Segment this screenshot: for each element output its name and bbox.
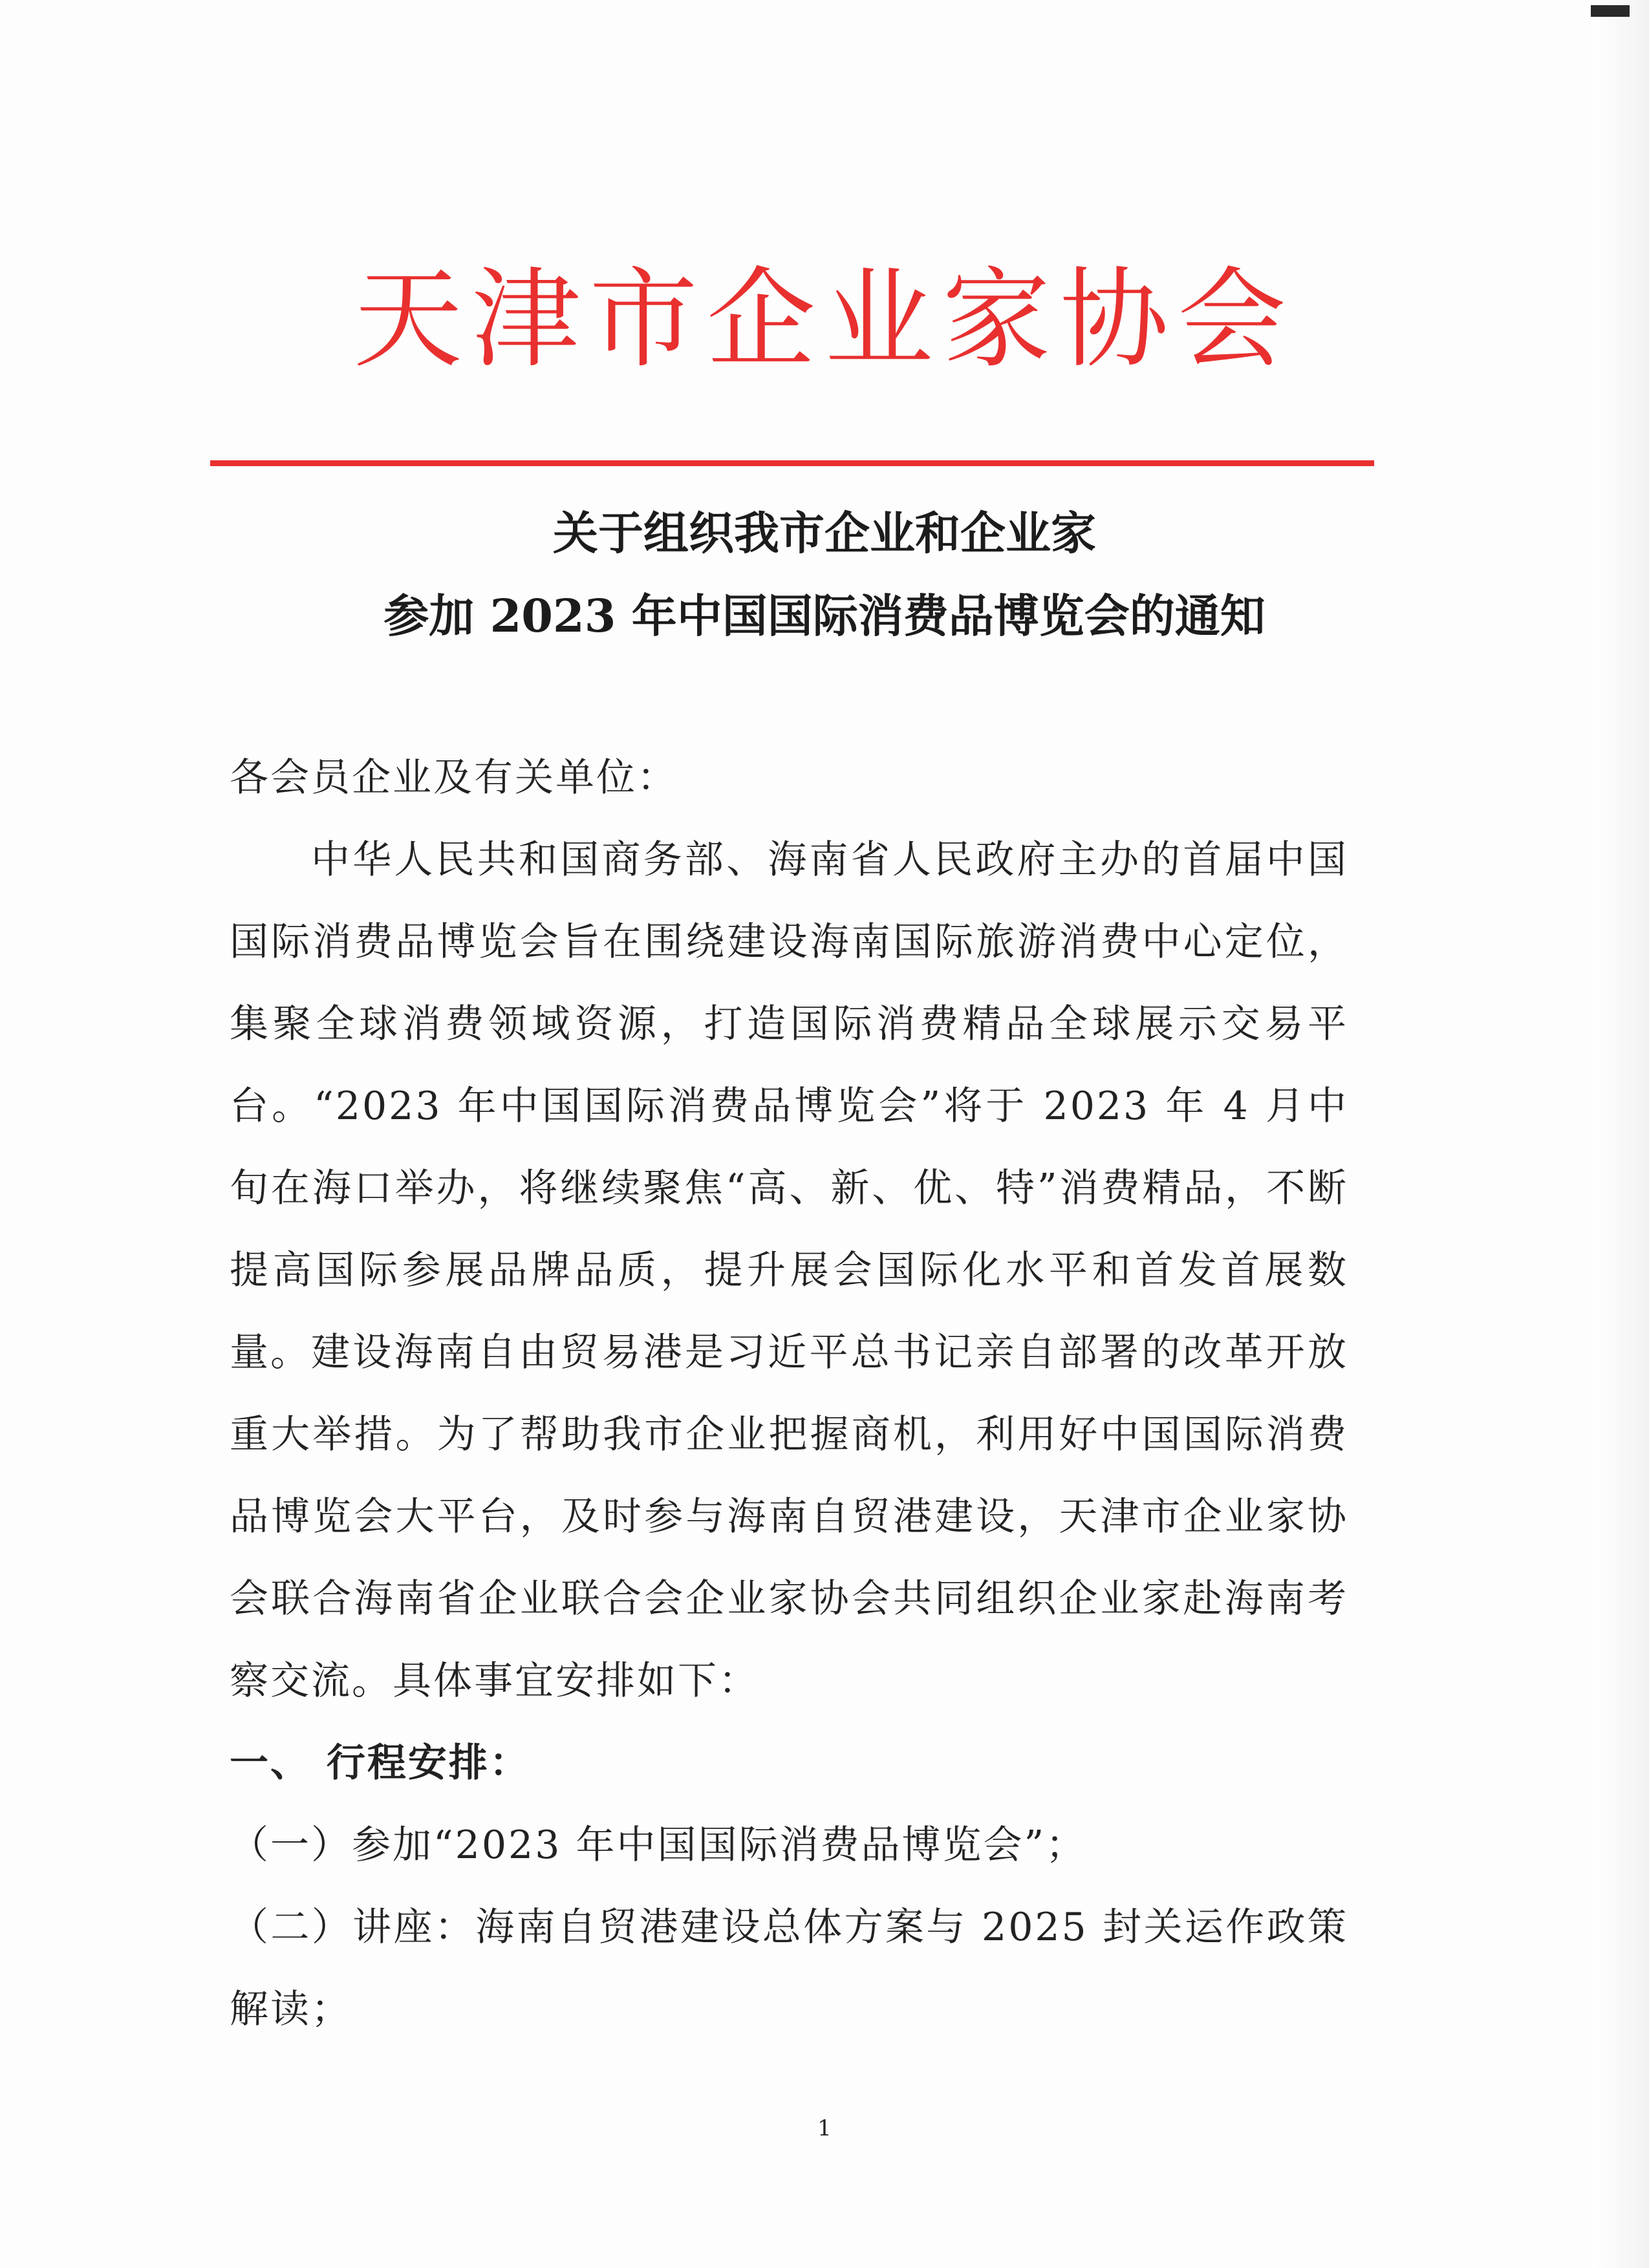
salutation: 各会员企业及有关单位： <box>230 755 678 800</box>
page-number: 1 <box>817 2115 832 2141</box>
itinerary-item-1: （一）参加“2023 年中国国际消费品博览会”； <box>230 1823 1087 1868</box>
itinerary-item-2: （二）讲座：海南自贸港建设总体方案与 2025 封关运作政策解读； <box>230 1905 1348 2032</box>
body-paragraph-2: 建设海南自由贸易港是习近平总书记亲自部署的改革开放重大举措。为了帮助我市企业把握商机，利用好中国国际消费品博览会大平台，及时参与海南自贸港建设，天津市企业家协会联合海南省企业联合会企业家协会共同组织企业家赴海南考察交流。具体事宜安排如下： <box>230 1330 1348 1704</box>
document-title-line-2: 参加 2023 年中国国际消费品博览会的通知 <box>383 589 1266 643</box>
document-title-line-1: 关于组织我市企业和企业家 <box>553 506 1096 560</box>
letterhead-red-rule <box>210 460 1374 466</box>
scan-corner-mark <box>1591 5 1630 17</box>
body-paragraph-1: 中华人民共和国商务部、海南省人民政府主办的首届中国国际消费品博览会旨在围绕建设海南国际旅游消费中心定位，集聚全球消费领域资源，打造国际消费精品全球展示交易平台。“2023 年中国国际消费品博览会”将于 2023 年 4 月中旬在海口举办，将继续聚焦“高、新、优、特”消费精品，不断提高国际参展品牌品质，提升展会国际化水平和首发首展数量。 <box>230 837 1348 1375</box>
letterhead-title: 天津市企业家协会 <box>354 256 1295 383</box>
section-heading-itinerary: 一、 行程安排： <box>230 1740 530 1786</box>
